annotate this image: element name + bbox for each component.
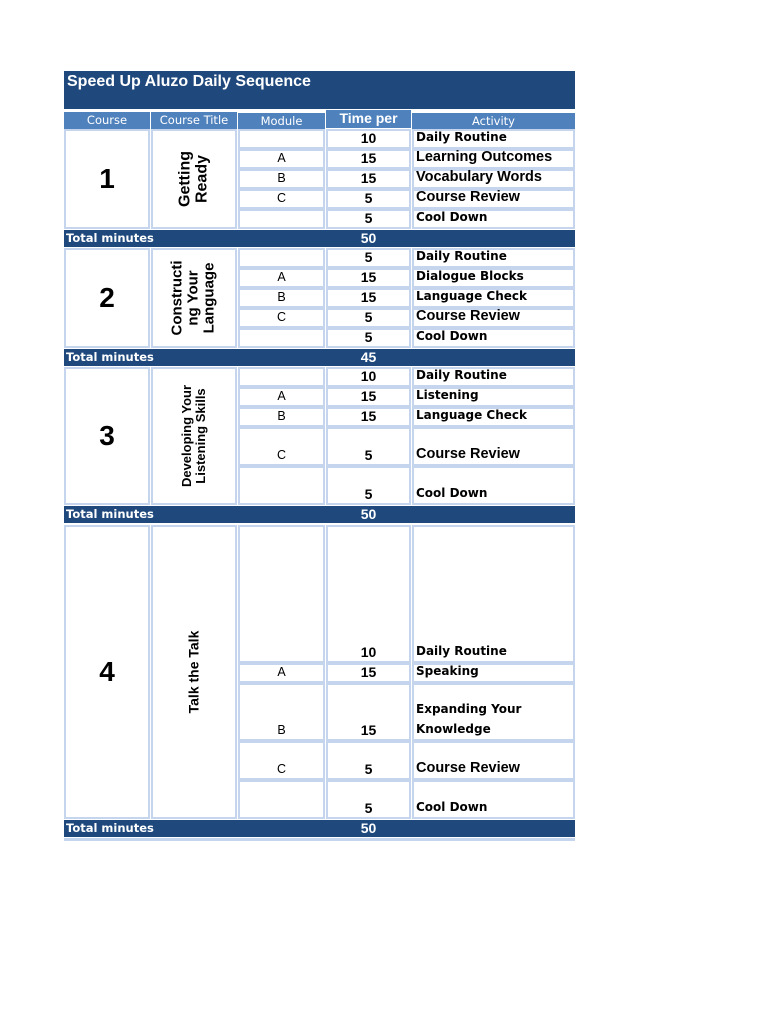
- time-value: 15: [360, 170, 377, 186]
- time-value: 5: [364, 309, 373, 325]
- module-cell: [238, 683, 325, 741]
- activity-cell: [412, 328, 575, 348]
- module-cell: [238, 189, 325, 209]
- total-minutes-value: 50: [360, 506, 377, 522]
- activity-value: Daily Routine: [416, 130, 507, 144]
- table-row: [238, 308, 575, 328]
- course-title-line: ng Your: [184, 270, 202, 326]
- activity-value: Cool Down: [416, 486, 488, 500]
- time-cell: [326, 149, 411, 169]
- time-value: 15: [360, 150, 377, 166]
- module-value: C: [276, 191, 287, 205]
- table-row: [238, 169, 575, 189]
- total-minutes-value: 50: [360, 230, 377, 246]
- time-cell: [326, 248, 411, 268]
- activity-cell: [412, 387, 575, 407]
- activity-cell: [412, 780, 575, 819]
- time-value: 5: [364, 190, 373, 206]
- table-row: [238, 741, 575, 780]
- time-cell: [326, 288, 411, 308]
- total-minutes-row: [64, 230, 575, 247]
- activity-line: Knowledge: [416, 722, 491, 736]
- activity-value: Daily Routine: [416, 368, 507, 382]
- header-course: Course: [64, 112, 150, 129]
- time-cell: [326, 328, 411, 348]
- activity-value: Course Review: [416, 308, 520, 324]
- course-title-line: Constructi: [168, 260, 186, 336]
- time-value: 5: [364, 447, 373, 463]
- time-value: 15: [360, 388, 377, 404]
- time-value: 15: [360, 722, 377, 738]
- table-row: [238, 189, 575, 209]
- time-cell: [326, 308, 411, 328]
- time-value: 5: [364, 329, 373, 345]
- activity-cell: [412, 149, 575, 169]
- total-minutes-row: [64, 506, 575, 523]
- activity-cell: [412, 367, 575, 387]
- module-value: C: [276, 448, 287, 462]
- activity-value: Cool Down: [416, 210, 488, 224]
- module-value: A: [277, 151, 286, 165]
- activity-cell: [412, 683, 575, 741]
- time-cell: [326, 129, 411, 149]
- table-row: [238, 248, 575, 268]
- activity-value: Learning Outcomes: [416, 149, 553, 165]
- sheet-title: Speed Up Aluzo Daily Sequence: [64, 71, 575, 109]
- course-title-line: Getting: [176, 151, 194, 207]
- course-title-cell: [151, 367, 237, 505]
- time-cell: [326, 683, 411, 741]
- module-cell: [238, 663, 325, 683]
- activity-cell: [412, 129, 575, 149]
- time-cell: [326, 427, 411, 466]
- module-value: B: [277, 409, 286, 423]
- time-value: 15: [360, 289, 377, 305]
- module-cell: [238, 427, 325, 466]
- time-value: 10: [360, 368, 377, 384]
- course-title: [170, 261, 219, 336]
- time-cell: [326, 780, 411, 819]
- course-title: [180, 385, 208, 487]
- time-cell: [326, 741, 411, 780]
- time-cell: [326, 525, 411, 663]
- activity-cell: [412, 663, 575, 683]
- module-value: B: [277, 290, 286, 304]
- time-value: 5: [364, 486, 373, 502]
- activity-line: Expanding Your: [416, 702, 522, 716]
- table-row: [238, 780, 575, 819]
- course-title-line: Language: [201, 262, 219, 334]
- module-cell: [238, 248, 325, 268]
- time-cell: [326, 663, 411, 683]
- module-cell: [238, 308, 325, 328]
- time-value: 15: [360, 408, 377, 424]
- module-cell: [238, 387, 325, 407]
- activity-value: Dialogue Blocks: [416, 269, 524, 283]
- activity-cell: [412, 466, 575, 505]
- activity-value: Daily Routine: [416, 249, 507, 263]
- time-cell: [326, 189, 411, 209]
- activity-cell: [412, 169, 575, 189]
- activity-cell: [412, 407, 575, 427]
- module-value: A: [277, 665, 286, 679]
- module-value: A: [277, 389, 286, 403]
- activity-value: Vocabulary Words: [416, 169, 542, 185]
- time-value: 5: [364, 249, 373, 265]
- activity-value: Cool Down: [416, 329, 488, 343]
- activity-value: Language Check: [416, 289, 528, 303]
- activity-value: Speaking: [416, 664, 479, 678]
- module-cell: [238, 367, 325, 387]
- module-cell: [238, 407, 325, 427]
- module-value: A: [277, 270, 286, 284]
- module-cell: [238, 209, 325, 229]
- time-value: 5: [364, 800, 373, 816]
- course-title: [186, 631, 201, 714]
- time-value: 10: [360, 130, 377, 146]
- module-cell: [238, 525, 325, 663]
- header-course-title: Course Title: [151, 112, 237, 129]
- time-cell: [326, 209, 411, 229]
- course-title-line: Ready: [194, 154, 211, 204]
- course-number: 4: [64, 525, 150, 819]
- total-minutes-value: 50: [360, 820, 377, 836]
- table-row: [238, 209, 575, 229]
- activity-value: Course Review: [416, 446, 520, 462]
- time-value: 5: [364, 210, 373, 226]
- table-row: [238, 367, 575, 387]
- course-block-2: [64, 248, 575, 348]
- table-row: [238, 129, 575, 149]
- total-minutes-row: [64, 820, 575, 837]
- time-value: 10: [360, 644, 377, 660]
- time-value: 5: [364, 761, 373, 777]
- activity-value: Course Review: [416, 760, 520, 776]
- module-cell: [238, 149, 325, 169]
- schedule-sheet: [64, 71, 575, 842]
- activity-cell: [412, 268, 575, 288]
- activity-cell: [412, 189, 575, 209]
- time-cell: [326, 268, 411, 288]
- total-minutes-label: Total minutes: [66, 350, 154, 364]
- activity-cell: [412, 741, 575, 780]
- course-title-cell: [151, 248, 237, 348]
- total-minutes-label: Total minutes: [66, 231, 154, 245]
- course-title-line: Developing Your: [178, 384, 194, 488]
- time-value: 15: [360, 664, 377, 680]
- course-title-cell: [151, 129, 237, 229]
- time-value: 15: [360, 269, 377, 285]
- table-row: [238, 328, 575, 348]
- module-cell: [238, 466, 325, 505]
- course-title-line: Talk the Talk: [185, 630, 202, 714]
- time-cell: [326, 387, 411, 407]
- course-number: 3: [64, 367, 150, 505]
- table-row: [238, 268, 575, 288]
- activity-value: Listening: [416, 388, 479, 402]
- activity-value: Course Review: [416, 189, 520, 205]
- activity-value: Language Check: [416, 408, 528, 422]
- header-time: Time per: [326, 110, 411, 128]
- module-cell: [238, 328, 325, 348]
- table-row: [238, 387, 575, 407]
- module-value: B: [277, 723, 286, 737]
- total-minutes-label: Total minutes: [66, 507, 154, 521]
- activity-cell: [412, 248, 575, 268]
- header-module: Module: [238, 113, 325, 130]
- table-row: [238, 683, 575, 741]
- course-number: 1: [64, 129, 150, 229]
- module-cell: [238, 288, 325, 308]
- table-row: [238, 466, 575, 505]
- time-cell: [326, 407, 411, 427]
- course-title: [177, 151, 212, 207]
- table-row: [238, 149, 575, 169]
- module-cell: [238, 129, 325, 149]
- activity-cell: [412, 209, 575, 229]
- total-minutes-row: [64, 349, 575, 366]
- activity-cell: [412, 525, 575, 663]
- activity-value: Daily Routine: [416, 644, 507, 658]
- module-value: C: [276, 310, 287, 324]
- module-cell: [238, 780, 325, 819]
- course-block-1: [64, 129, 575, 229]
- table-row: [238, 427, 575, 466]
- table-row: [238, 407, 575, 427]
- activity-value: Cool Down: [416, 800, 488, 814]
- header-activity: Activity: [412, 113, 575, 129]
- time-cell: [326, 466, 411, 505]
- activity-value: [414, 699, 573, 739]
- module-cell: [238, 268, 325, 288]
- module-cell: [238, 169, 325, 189]
- module-value: C: [276, 762, 287, 776]
- course-block-4: [64, 525, 575, 819]
- course-title-line: Listening Skills: [193, 388, 208, 484]
- activity-cell: [412, 308, 575, 328]
- course-block-3: [64, 367, 575, 505]
- total-minutes-label: Total minutes: [66, 821, 154, 835]
- table-row: [238, 663, 575, 683]
- time-cell: [326, 367, 411, 387]
- table-row: [238, 288, 575, 308]
- activity-cell: [412, 427, 575, 466]
- time-cell: [326, 169, 411, 189]
- table-bottom-border: [64, 838, 575, 841]
- activity-cell: [412, 288, 575, 308]
- module-value: B: [277, 171, 286, 185]
- module-cell: [238, 741, 325, 780]
- course-number: 2: [64, 248, 150, 348]
- course-title-cell: [151, 525, 237, 819]
- total-minutes-value: 45: [360, 349, 377, 365]
- table-row: [238, 525, 575, 663]
